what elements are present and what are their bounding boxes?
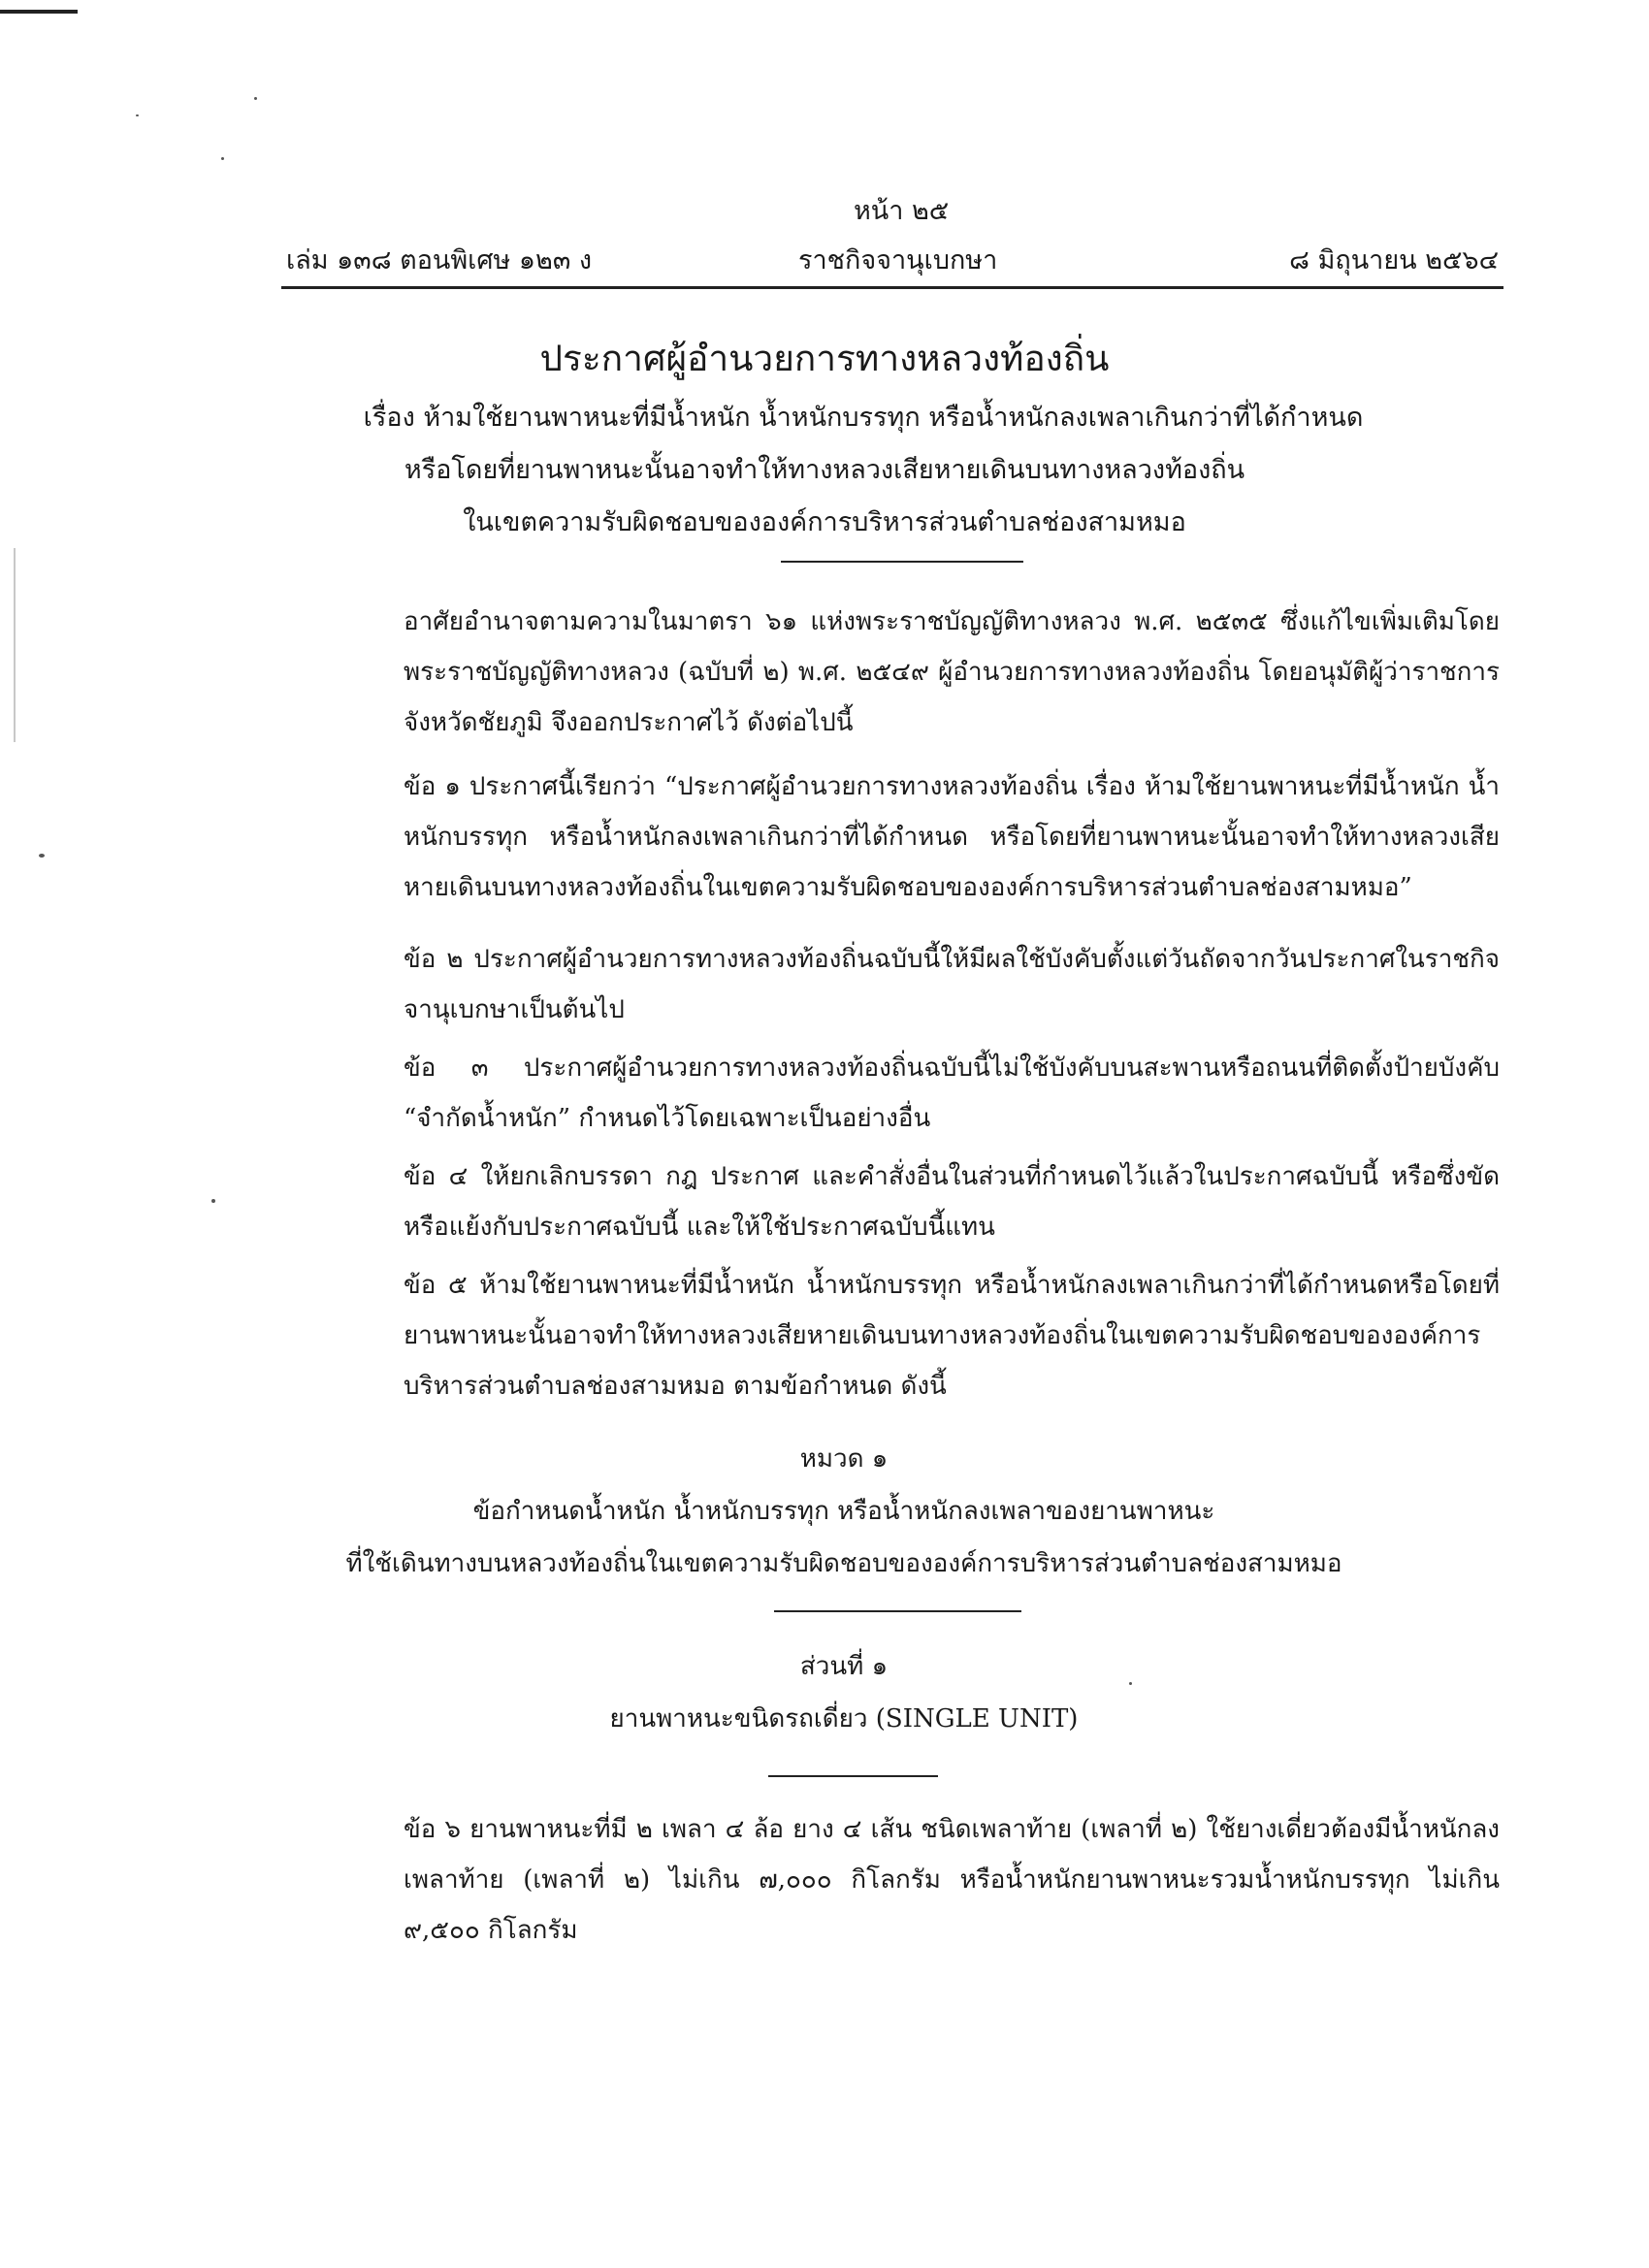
subject-line: ในเขตความรับผิดชอบขององค์การบริหารส่วนตำบลช่องสามหมอ [463,507,1186,537]
clause-1: ข้อ ๑ ประกาศนี้เรียกว่า “ประกาศผู้อำนวยการทางหลวงท้องถิ่น เรื่อง ห้ามใช้ยานพาหนะที่มีน้ำหนัก น้ำหนักบรรทุก หรือน้ำหนักลงเพลาเกินกว่าที่ได้กำหนด หรือโดยที่ยานพาหนะนั้นอาจทำให้ทางหลวงเสียหายเดินบนทางหลวงท้องถิ่นในเขตความรับผิดชอบขององค์การบริหารส่วนตำบลช่องสามหมอ” [404,772,1500,902]
scan-corner-mark [0,10,78,14]
scan-speck [254,97,257,100]
title-divider [781,561,1023,563]
subject-line: หรือโดยที่ยานพาหนะนั้นอาจทำให้ทางหลวงเสียหายเดินบนทางหลวงท้องถิ่น [404,455,1245,485]
part-title: ยานพาหนะขนิดรถเดี่ยว (SINGLE UNIT) [609,1704,1079,1733]
scan-speck [39,854,45,858]
chapter-title: ที่ใช้เดินทางบนหลวงท้องถิ่นในเขตความรับผิดชอบขององค์การบริหารส่วนตำบลช่องสามหมอ [345,1549,1342,1578]
preamble-paragraph: อาศัยอำนาจตามความในมาตรา ๖๑ แห่งพระราชบัญญัติทางหลวง พ.ศ. ๒๕๓๕ ซึ่งแก้ไขเพิ่มเติมโดยพระราชบัญญัติทางหลวง (ฉบับที่ ๒) พ.ศ. ๒๕๔๙ ผู้อำนวยการทางหลวงท้องถิ่น โดยอนุมัติผู้ว่าราชการจังหวัดชัยภูมิ จึงออกประกาศไว้ ดังต่อไปนี้ [404,607,1500,737]
gazette-name: ราชกิจจานุเบกษา [798,245,998,275]
clause-5: ข้อ ๕ ห้ามใช้ยานพาหนะที่มีน้ำหนัก น้ำหนักบรรทุก หรือน้ำหนักลงเพลาเกินกว่าที่ได้กำหนดหรือโดยที่ยานพาหนะนั้นอาจทำให้ทางหลวงเสียหายเดินบนทางหลวงท้องถิ่นในเขตความรับผิดชอบขององค์การบริหารส่วนตำบลช่องสามหมอ ตามข้อกำหนด ดังนี้ [404,1271,1500,1401]
clause-6: ข้อ ๖ ยานพาหนะที่มี ๒ เพลา ๔ ล้อ ยาง ๔ เส้น ชนิดเพลาท้าย (เพลาที่ ๒) ใช้ยางเดี่ยวต้องมีน้ำหนักลงเพลาท้าย (เพลาที่ ๒) ไม่เกิน ๗,๐๐๐ กิโลกรัม หรือน้ำหนักยานพาหนะรวมน้ำหนักบรรทุก ไม่เกิน ๙,๕๐๐ กิโลกรัม [404,1815,1500,1945]
publication-date: ๘ มิถุนายน ๒๕๖๔ [1289,245,1499,275]
chapter-label: หมวด ๑ [799,1444,889,1474]
volume-issue: เล่ม ๑๓๘ ตอนพิเศษ ๑๒๓ ง [286,245,593,275]
scan-speck [211,1199,215,1203]
clause-4: ข้อ ๔ ให้ยกเลิกบรรดา กฎ ประกาศ และคำสั่งอื่นในส่วนที่กำหนดไว้แล้วในประกาศฉบับนี้ หรือซึ่งขัดหรือแย้งกับประกาศฉบับนี้ และให้ใช้ประกาศฉบับนี้แทน [404,1162,1500,1242]
scan-edge-line [14,548,16,742]
subject-line: เรื่อง ห้ามใช้ยานพาหนะที่มีน้ำหนัก น้ำหนักบรรทุก หรือน้ำหนักลงเพลาเกินกว่าที่ได้กำหนด [363,403,1364,433]
gazette-header [286,239,1499,281]
scan-speck [221,157,224,160]
page-number: หน้า ๒๕ [854,196,950,226]
part-divider [768,1775,938,1777]
part-label: ส่วนที่ ๑ [799,1652,889,1681]
scan-speck [136,114,139,116]
announcement-title: ประกาศผู้อำนวยการทางหลวงท้องถิ่น [539,338,1110,379]
header-rule [281,286,1504,289]
clause-2: ข้อ ๒ ประกาศผู้อำนวยการทางหลวงท้องถิ่นฉบับนี้ให้มีผลใช้บังคับตั้งแต่วันถัดจากวันประกาศในราชกิจจานุเบกษาเป็นต้นไป [404,945,1500,1024]
chapter-divider [774,1610,1021,1612]
chapter-title: ข้อกำหนดน้ำหนัก น้ำหนักบรรทุก หรือน้ำหนักลงเพลาของยานพาหนะ [472,1497,1215,1526]
clause-3: ข้อ ๓ ประกาศผู้อำนวยการทางหลวงท้องถิ่นฉบับนี้ไม่ใช้บังคับบนสะพานหรือถนนที่ติดตั้งป้ายบังคับ “จำกัดน้ำหนัก” กำหนดไว้โดยเฉพาะเป็นอย่างอื่น [404,1053,1500,1133]
